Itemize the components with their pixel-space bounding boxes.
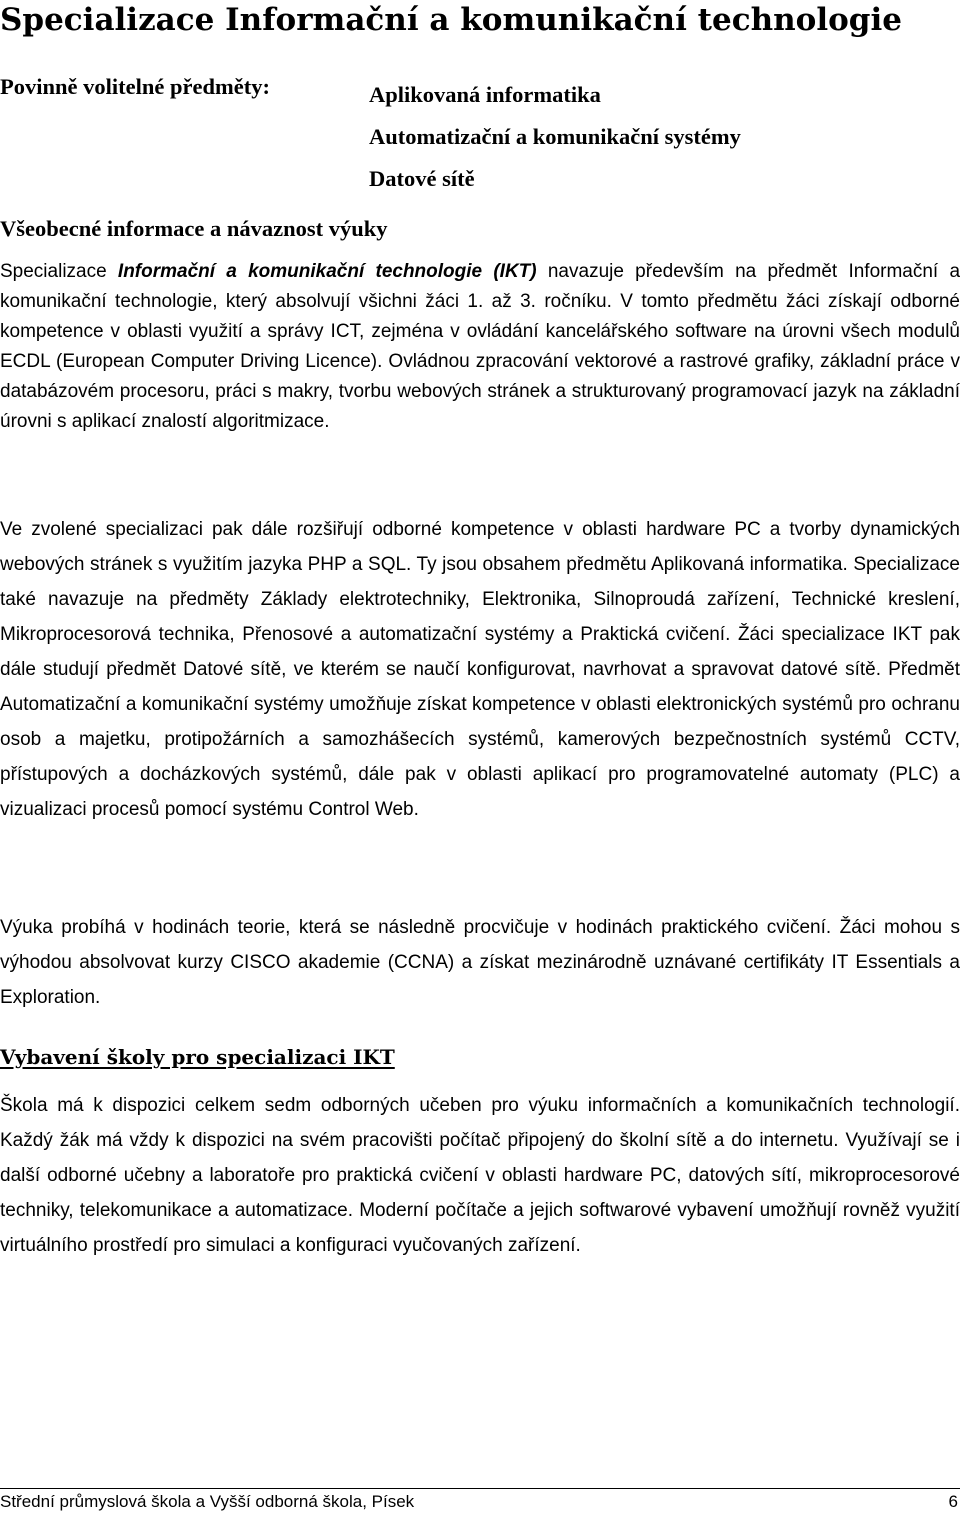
paragraph-teaching: Výuka probíhá v hodinách teorie, která se následně procvičuje v hodinách praktického cvičení. Žáci mohou s výhodou absolvovat kurzy CISCO akademie (CCNA) a získat mezinárodně uznávané certifikáty IT Essentials a Exploration. xyxy=(0,917,960,1008)
section-heading-equipment: Vybavení školy pro specializaci IKT xyxy=(0,1045,395,1069)
elective-subjects-list xyxy=(369,74,741,200)
footer-school-name: Střední průmyslová škola a Vyšší odborná škola, Písek xyxy=(0,1492,415,1511)
section-heading-general-info: Všeobecné informace a návaznost výuky xyxy=(0,216,388,241)
page-title: Specializace Informační a komunikační technologie xyxy=(0,2,902,38)
subject-item: Datové sítě xyxy=(369,166,475,191)
paragraph-equipment: Škola má k dispozici celkem sedm odborných učeben pro výuku informačních a komunikačních technologií. Každý žák má vždy k dispozici na svém pracovišti počítač připojený do školní sítě a do internetu. Využívají se i další odborné učebny a laboratoře pro praktická cvičení v oblasti hardware PC, datových sítí, mikroprocesorové techniky, telekomunikace a automatizace. Moderní počítače a jejich softwarové vybavení umožňují rovněž využití virtuálního prostředí pro simulaci a konfiguraci vyučovaných zařízení. xyxy=(0,1095,960,1256)
elective-subjects-label: Povinně volitelné předměty: xyxy=(0,74,270,99)
paragraph-competences: Ve zvolené specializaci pak dále rozšiřují odborné kompetence v oblasti hardware PC a tvorby dynamických webových stránek s využitím jazyka PHP a SQL. Ty jsou obsahem předmětu Aplikovaná informatika. Specializace také navazuje na předměty Základy elektrotechniky, Elektronika, Silnoproudá zařízení, Technické kreslení, Mikroprocesorová technika, Přenosové a automatizační systémy a Praktická cvičení. Žáci specializace IKT pak dále studují předmět Datové sítě, ve kterém se naučí konfigurovat, navrhovat a spravovat datové sítě. Předmět Automatizační a komunikační systémy umožňuje získat kompetence v oblasti elektronických systémů pro ochranu osob a majetku, protipožárních a samozhášecích systémů, kamerových bezpečnostních systémů CCTV, přístupových a docházkových systémů, dále pak v oblasti aplikací pro programovatelné automaty (PLC) a vizualizaci procesů pomocí systému Control Web. xyxy=(0,519,960,820)
paragraph-intro xyxy=(0,257,960,437)
subject-item: Automatizační a komunikační systémy xyxy=(369,124,741,149)
paragraph-intro-post: navazuje především na předmět Informační a komunikační technologie, který absolvují všichni žáci 1. až 3. ročníku. V tomto předmětu žáci získají odborné kompetence v oblasti využití a správy ICT, zejména v ovládání kancelářského software na úrovni všech modulů ECDL (European Computer Driving Licence). Ovládnou zpracování vektorové a rastrové grafiky, základní práce v databázovém procesoru, práci s makry, tvorbu webových stránek a strukturovaný programovací jazyk na základní úrovni s aplikací znalostí algoritmizace. xyxy=(0,261,960,432)
paragraph-intro-pre: Specializace xyxy=(0,261,118,282)
page-number: 6 xyxy=(948,1492,958,1511)
specialization-name: Informační a komunikační technologie (IKT) xyxy=(117,261,537,282)
page-footer xyxy=(0,1488,960,1513)
subject-item: Aplikovaná informatika xyxy=(369,82,601,107)
